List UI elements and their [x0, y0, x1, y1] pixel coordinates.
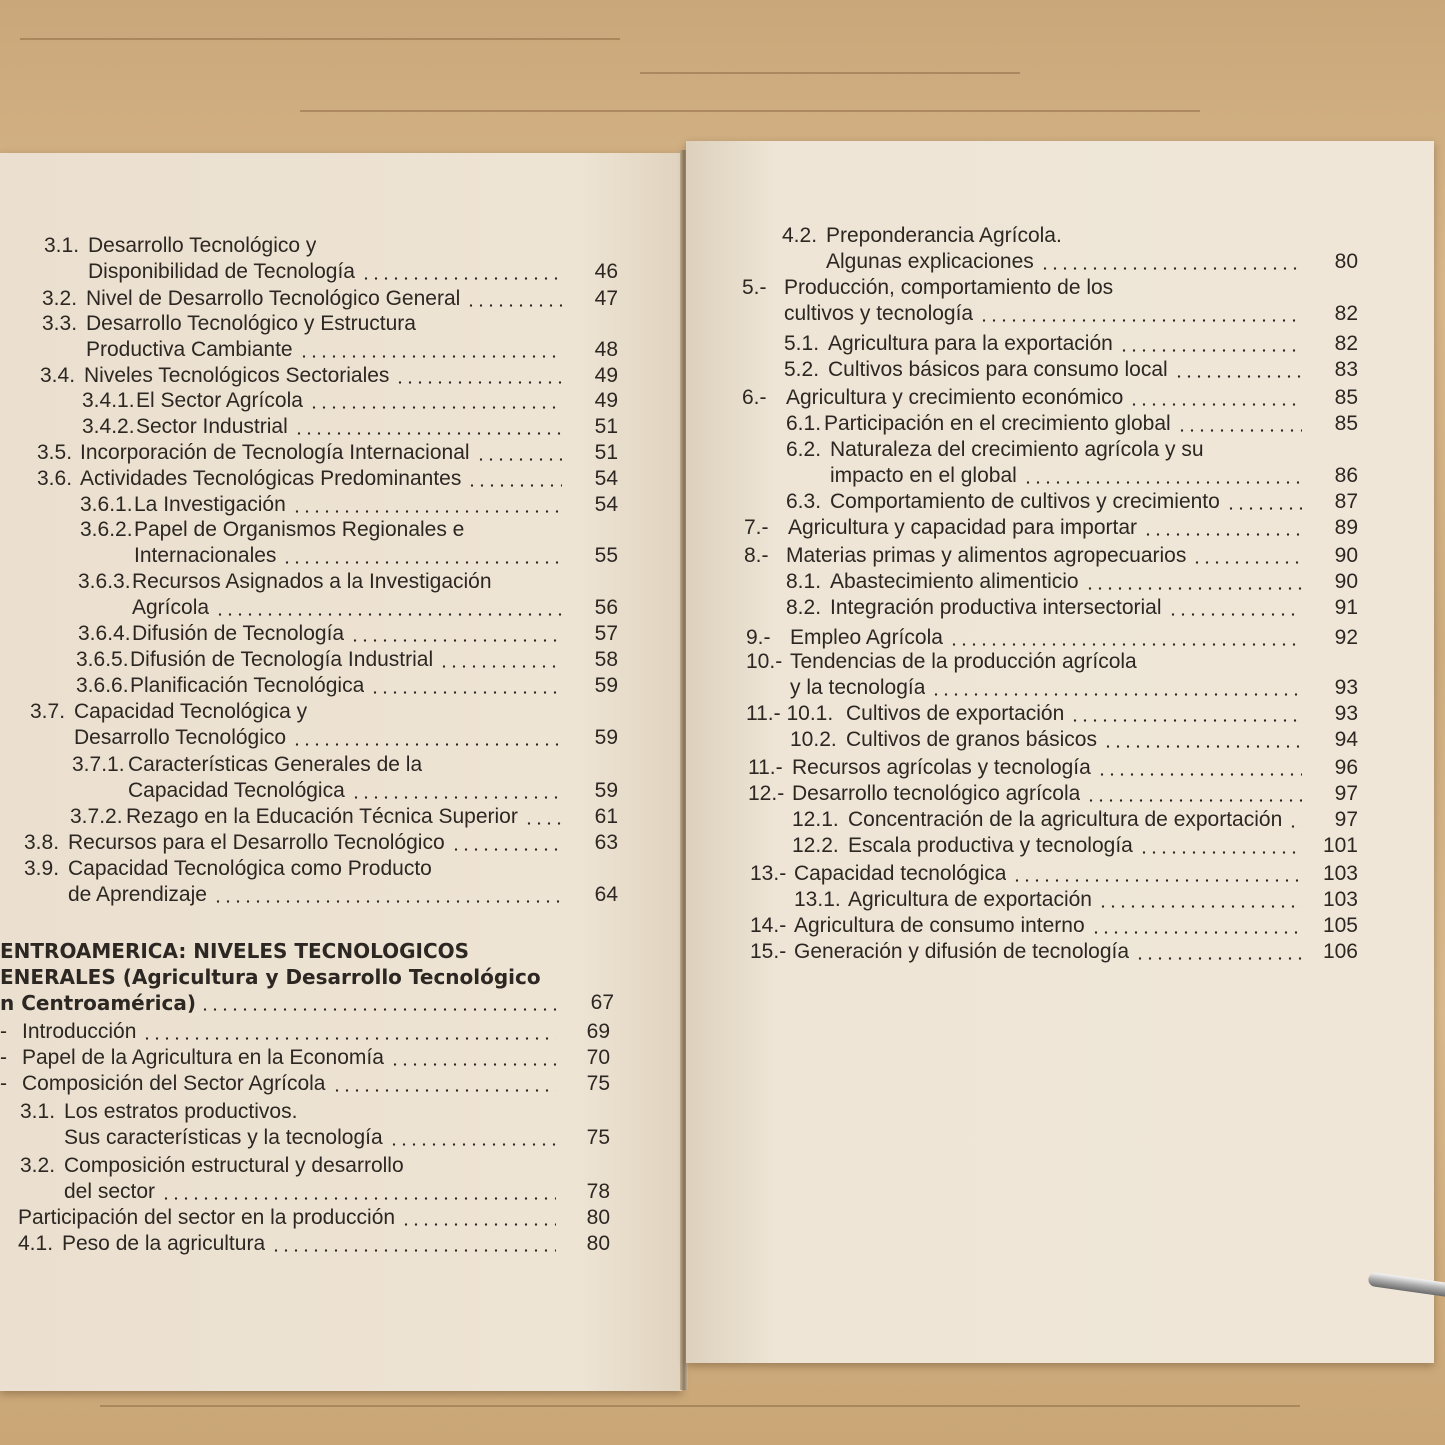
toc-entry-number: 3.6.3. — [78, 570, 131, 593]
toc-page-number: 93 — [1334, 676, 1358, 699]
toc-entry-text: Cultivos de granos básicos — [846, 728, 1097, 751]
toc-entry-number: 3.4.2. — [82, 415, 135, 438]
leader-dots — [200, 1008, 558, 1011]
toc-entry-text: Tendencias de la producción agrícola — [790, 650, 1137, 673]
leader-dots — [1226, 507, 1302, 510]
toc-entry-number: 3.7.1. — [72, 753, 125, 776]
toc-entry-number: 3.4.1. — [82, 389, 135, 412]
toc-entry-text: impacto en el global — [830, 464, 1017, 487]
toc-page-number: 51 — [594, 415, 618, 438]
toc-entry-text: Los estratos productivos. — [64, 1100, 298, 1123]
left-page — [0, 153, 682, 1391]
toc-page-number: 75 — [586, 1126, 610, 1149]
leader-dots — [1143, 533, 1302, 536]
toc-entry-text: Desarrollo tecnológico agrícola — [792, 782, 1081, 805]
leader-dots — [401, 1223, 556, 1226]
toc-entry-number: 3.4. — [40, 364, 76, 387]
toc-entry-number: 5.1. — [784, 332, 820, 355]
toc-page-number: 56 — [594, 596, 618, 619]
toc-entry-text: Agricultura y capacidad para importar — [788, 516, 1138, 539]
toc-page-number: 85 — [1334, 412, 1358, 435]
toc-entry-text: Difusión de Tecnología — [132, 622, 345, 645]
toc-entry-text: Participación del sector en la producción — [18, 1206, 396, 1229]
toc-entry-number: 3.5. — [37, 441, 73, 464]
toc-entry-text: Capacidad Tecnológica — [128, 779, 345, 802]
leader-dots — [466, 304, 562, 307]
leader-dots — [931, 693, 1302, 696]
leader-dots — [292, 510, 562, 513]
toc-entry-text: La Investigación — [134, 493, 286, 516]
toc-page-number: 90 — [1334, 544, 1358, 567]
toc-page-number: 96 — [1334, 756, 1358, 779]
toc-page-number: 87 — [1334, 490, 1358, 513]
toc-entry-number: 3.2. — [42, 287, 78, 310]
toc-entry-number: 6.- — [742, 386, 767, 409]
leader-dots — [1070, 719, 1302, 722]
toc-page-number: 92 — [1334, 626, 1358, 649]
toc-page-number: 89 — [1334, 516, 1358, 539]
leader-dots — [1174, 375, 1302, 378]
toc-page-number: 46 — [594, 260, 618, 283]
toc-entry-text: cultivos y tecnología — [784, 302, 974, 325]
toc-page-number: 93 — [1334, 702, 1358, 725]
leader-dots — [1098, 905, 1302, 908]
toc-page-number: 67 — [590, 991, 614, 1014]
toc-page-number: 70 — [586, 1046, 610, 1069]
toc-entry-number: 12.2. — [792, 834, 839, 857]
right-toc — [686, 141, 1434, 1363]
toc-entry-text: Rezago en la Educación Técnica Superior — [126, 805, 518, 828]
leader-dots — [309, 406, 562, 409]
leader-dots — [467, 484, 562, 487]
toc-entry-text: Recursos agrícolas y tecnología — [792, 756, 1091, 779]
leader-dots — [1040, 267, 1302, 270]
toc-page-number: 47 — [594, 287, 618, 310]
leader-dots — [1192, 561, 1302, 564]
toc-page-number: 103 — [1322, 862, 1358, 885]
leader-dots — [1177, 429, 1302, 432]
toc-entry-text: y la tecnología — [790, 676, 926, 699]
toc-page-number: 69 — [586, 1020, 610, 1043]
leader-dots — [390, 1063, 556, 1066]
toc-entry-text: Materias primas y alimentos agropecuarios — [786, 544, 1187, 567]
leader-dots — [215, 613, 562, 616]
toc-entry-text: Producción, comportamiento de los — [784, 276, 1114, 299]
toc-entry-text: Comportamiento de cultivos y crecimiento — [830, 490, 1220, 513]
toc-entry-text: Empleo Agrícola — [790, 626, 943, 649]
toc-entry-text: Sector Industrial — [136, 415, 288, 438]
toc-entry-text: Cultivos de exportación — [846, 702, 1065, 725]
leader-dots — [292, 743, 562, 746]
leader-dots — [979, 319, 1302, 322]
toc-entry-text: Integración productiva intersectorial — [830, 596, 1162, 619]
toc-entry-number: 3.6.4. — [78, 622, 131, 645]
leader-dots — [161, 1197, 556, 1200]
toc-entry-text: El Sector Agrícola — [136, 389, 303, 412]
toc-page-number: 48 — [594, 338, 618, 361]
toc-entry-number: 10.- — [746, 650, 783, 673]
toc-entry-number: 3.1. — [20, 1100, 56, 1123]
toc-entry-number: 5.- — [742, 276, 767, 299]
toc-entry-number: 3.9. — [24, 857, 60, 880]
toc-entry-number: 11.- 10.1. — [746, 702, 834, 725]
toc-entry-number: 7.- — [744, 516, 769, 539]
leader-dots — [389, 1143, 556, 1146]
leader-dots — [395, 381, 562, 384]
toc-entry-text: Escala productiva y tecnología — [848, 834, 1133, 857]
toc-entry-text: Introducción — [22, 1020, 137, 1043]
toc-entry-text: Recursos Asignados a la Investigación — [132, 570, 492, 593]
toc-page-number: 59 — [594, 674, 618, 697]
toc-entry-text: Desarrollo Tecnológico — [74, 726, 287, 749]
toc-page-number: 94 — [1334, 728, 1358, 751]
toc-entry-text: Composición del Sector Agrícola — [22, 1072, 326, 1095]
toc-page-number: 101 — [1322, 834, 1358, 857]
toc-entry-text: de Aprendizaje — [68, 883, 207, 906]
toc-entry-text: Productiva Cambiante — [86, 338, 293, 361]
toc-entry-number: 6.2. — [786, 438, 822, 461]
toc-entry-number: 8.2. — [786, 596, 822, 619]
toc-page-number: 59 — [594, 726, 618, 749]
toc-entry-text: Algunas explicaciones — [826, 250, 1034, 273]
toc-page-number: 54 — [594, 493, 618, 516]
toc-entry-number: 13.1. — [794, 888, 841, 911]
toc-entry-text: Internacionales — [134, 544, 277, 567]
leader-dots — [332, 1089, 557, 1092]
toc-entry-number: 15.- — [750, 940, 787, 963]
toc-page-number: 82 — [1334, 332, 1358, 355]
toc-page-number: 90 — [1334, 570, 1358, 593]
toc-entry-number: 8.- — [744, 544, 769, 567]
toc-entry-text: Preponderancia Agrícola. — [826, 224, 1062, 247]
toc-entry-number: 13.- — [750, 862, 787, 885]
toc-entry-text: Papel de Organismos Regionales e — [134, 518, 465, 541]
toc-entry-number: - — [0, 1046, 7, 1069]
toc-entry-text: Naturaleza del crecimiento agrícola y su — [830, 438, 1204, 461]
right-page — [686, 141, 1434, 1363]
toc-entry-text: Planificación Tecnológica — [130, 674, 365, 697]
leader-dots — [1129, 403, 1302, 406]
toc-entry-number: 10.2. — [790, 728, 837, 751]
toc-entry-text: Capacidad Tecnológica como Producto — [68, 857, 432, 880]
toc-entry-text: Incorporación de Tecnología Internacional — [80, 441, 470, 464]
toc-entry-text: Agrícola — [132, 596, 210, 619]
toc-entry-number: - — [0, 1072, 7, 1095]
toc-entry-text: Participación en el crecimiento global — [824, 412, 1171, 435]
toc-entry-number: 6.3. — [786, 490, 822, 513]
toc-entry-text: Difusión de Tecnología Industrial — [130, 648, 434, 671]
leader-dots — [282, 561, 562, 564]
toc-entry-text: Agricultura de consumo interno — [794, 914, 1085, 937]
leader-dots — [949, 643, 1302, 646]
toc-entry-text: Niveles Tecnológicos Sectoriales — [84, 364, 390, 387]
toc-entry-number: 12.1. — [792, 808, 839, 831]
leader-dots — [294, 432, 562, 435]
leader-dots — [1103, 745, 1302, 748]
toc-entry-number: 5.2. — [784, 358, 820, 381]
toc-page-number: 106 — [1322, 940, 1358, 963]
toc-entry-number: 3.6.2. — [80, 518, 133, 541]
toc-page-number: 49 — [594, 389, 618, 412]
toc-entry-text: Sus características y la tecnología — [64, 1126, 383, 1149]
toc-entry-number: 3.3. — [42, 312, 78, 335]
toc-entry-text: Papel de la Agricultura en la Economía — [22, 1046, 384, 1069]
toc-entry-number: - — [0, 1020, 7, 1043]
toc-page-number: 75 — [586, 1072, 610, 1095]
left-toc — [0, 153, 682, 1391]
toc-entry-number: 3.6.1. — [80, 493, 133, 516]
toc-entry-text: Capacidad tecnológica — [794, 862, 1007, 885]
toc-entry-text: Agricultura de exportación — [848, 888, 1092, 911]
toc-entry-number: 4.1. — [18, 1232, 54, 1255]
leader-dots — [1012, 879, 1302, 882]
toc-page-number: 85 — [1334, 386, 1358, 409]
toc-page-number: 82 — [1334, 302, 1358, 325]
leader-dots — [1119, 349, 1302, 352]
toc-page-number: 91 — [1334, 596, 1358, 619]
toc-page-number: 49 — [594, 364, 618, 387]
leader-dots — [439, 665, 562, 668]
toc-page-number: 80 — [1334, 250, 1358, 273]
toc-entry-number: 3.6. — [37, 467, 73, 490]
leader-dots — [299, 355, 562, 358]
toc-page-number: 97 — [1334, 782, 1358, 805]
toc-entry-number: 3.7.2. — [70, 805, 123, 828]
toc-page-number: 63 — [594, 831, 618, 854]
leader-dots — [1023, 481, 1302, 484]
toc-entry-number: 12.- — [748, 782, 785, 805]
toc-entry-text: Concentración de la agricultura de exportación — [848, 808, 1283, 831]
toc-entry-text: Peso de la agricultura — [62, 1232, 266, 1255]
toc-page-number: 105 — [1322, 914, 1358, 937]
toc-entry-text: Cultivos básicos para consumo local — [828, 358, 1168, 381]
toc-page-number: 97 — [1334, 808, 1358, 831]
toc-entry-text: Agricultura para la exportación — [828, 332, 1113, 355]
leader-dots — [142, 1037, 556, 1040]
toc-entry-number: 9.- — [746, 626, 771, 649]
leader-dots — [351, 796, 562, 799]
toc-page-number: 80 — [586, 1206, 610, 1229]
leader-dots — [1139, 851, 1302, 854]
leader-dots — [524, 822, 562, 825]
leader-dots — [370, 691, 562, 694]
toc-page-number: 57 — [594, 622, 618, 645]
toc-page-number: 86 — [1334, 464, 1358, 487]
toc-entry-number: 3.8. — [24, 831, 60, 854]
toc-entry-text: Desarrollo Tecnológico y Estructura — [86, 312, 416, 335]
toc-entry-text: Generación y difusión de tecnología — [794, 940, 1130, 963]
toc-entry-text: Actividades Tecnológicas Predominantes — [80, 467, 462, 490]
toc-entry-text: del sector — [64, 1180, 156, 1203]
toc-entry-text: Agricultura y crecimiento económico — [786, 386, 1124, 409]
leader-dots — [1091, 931, 1302, 934]
toc-entry-text: Abastecimiento alimenticio — [830, 570, 1079, 593]
toc-page-number: 59 — [594, 779, 618, 802]
leader-dots — [213, 900, 562, 903]
toc-entry-number: 14.- — [750, 914, 787, 937]
leader-dots — [1135, 957, 1302, 960]
toc-entry-number: 11.- — [748, 756, 783, 779]
toc-entry-number: 8.1. — [786, 570, 822, 593]
toc-entry-text: Capacidad Tecnológica y — [74, 700, 308, 723]
toc-page-number: 83 — [1334, 358, 1358, 381]
toc-entry-text: Características Generales de la — [128, 753, 423, 776]
leader-dots — [1086, 799, 1302, 802]
toc-entry-text: Desarrollo Tecnológico y — [88, 234, 317, 257]
toc-entry-text: Composición estructural y desarrollo — [64, 1154, 404, 1177]
toc-entry-text: ENTROAMERICA: NIVELES TECNOLOGICOS — [0, 939, 470, 963]
leader-dots — [476, 458, 562, 461]
toc-page-number: 54 — [594, 467, 618, 490]
toc-entry-text: Nivel de Desarrollo Tecnológico General — [86, 287, 461, 310]
toc-page-number: 78 — [586, 1180, 610, 1203]
toc-page-number: 64 — [594, 883, 618, 906]
leader-dots — [350, 639, 562, 642]
toc-entry-number: 3.6.5. — [76, 648, 129, 671]
toc-page-number: 61 — [594, 805, 618, 828]
toc-entry-text: Disponibilidad de Tecnología — [88, 260, 355, 283]
toc-entry-text: n Centroamérica) — [0, 991, 196, 1015]
toc-entry-number: 3.1. — [44, 234, 80, 257]
leader-dots — [1168, 613, 1302, 616]
leader-dots — [361, 277, 562, 280]
leader-dots — [1288, 825, 1302, 828]
toc-entry-number: 3.6.6. — [76, 674, 129, 697]
toc-entry-number: 4.2. — [782, 224, 818, 247]
leader-dots — [451, 848, 562, 851]
leader-dots — [271, 1249, 556, 1252]
toc-entry-text: Recursos para el Desarrollo Tecnológico — [68, 831, 445, 854]
toc-page-number: 103 — [1322, 888, 1358, 911]
toc-page-number: 55 — [594, 544, 618, 567]
leader-dots — [1085, 587, 1302, 590]
toc-entry-text: ENERALES (Agricultura y Desarrollo Tecnológico — [0, 965, 541, 989]
leader-dots — [1097, 773, 1302, 776]
toc-page-number: 51 — [594, 441, 618, 464]
toc-entry-number: 6.1. — [786, 412, 822, 435]
toc-page-number: 80 — [586, 1232, 610, 1255]
toc-page-number: 58 — [594, 648, 618, 671]
toc-entry-number: 3.7. — [30, 700, 66, 723]
toc-entry-number: 3.2. — [20, 1154, 56, 1177]
